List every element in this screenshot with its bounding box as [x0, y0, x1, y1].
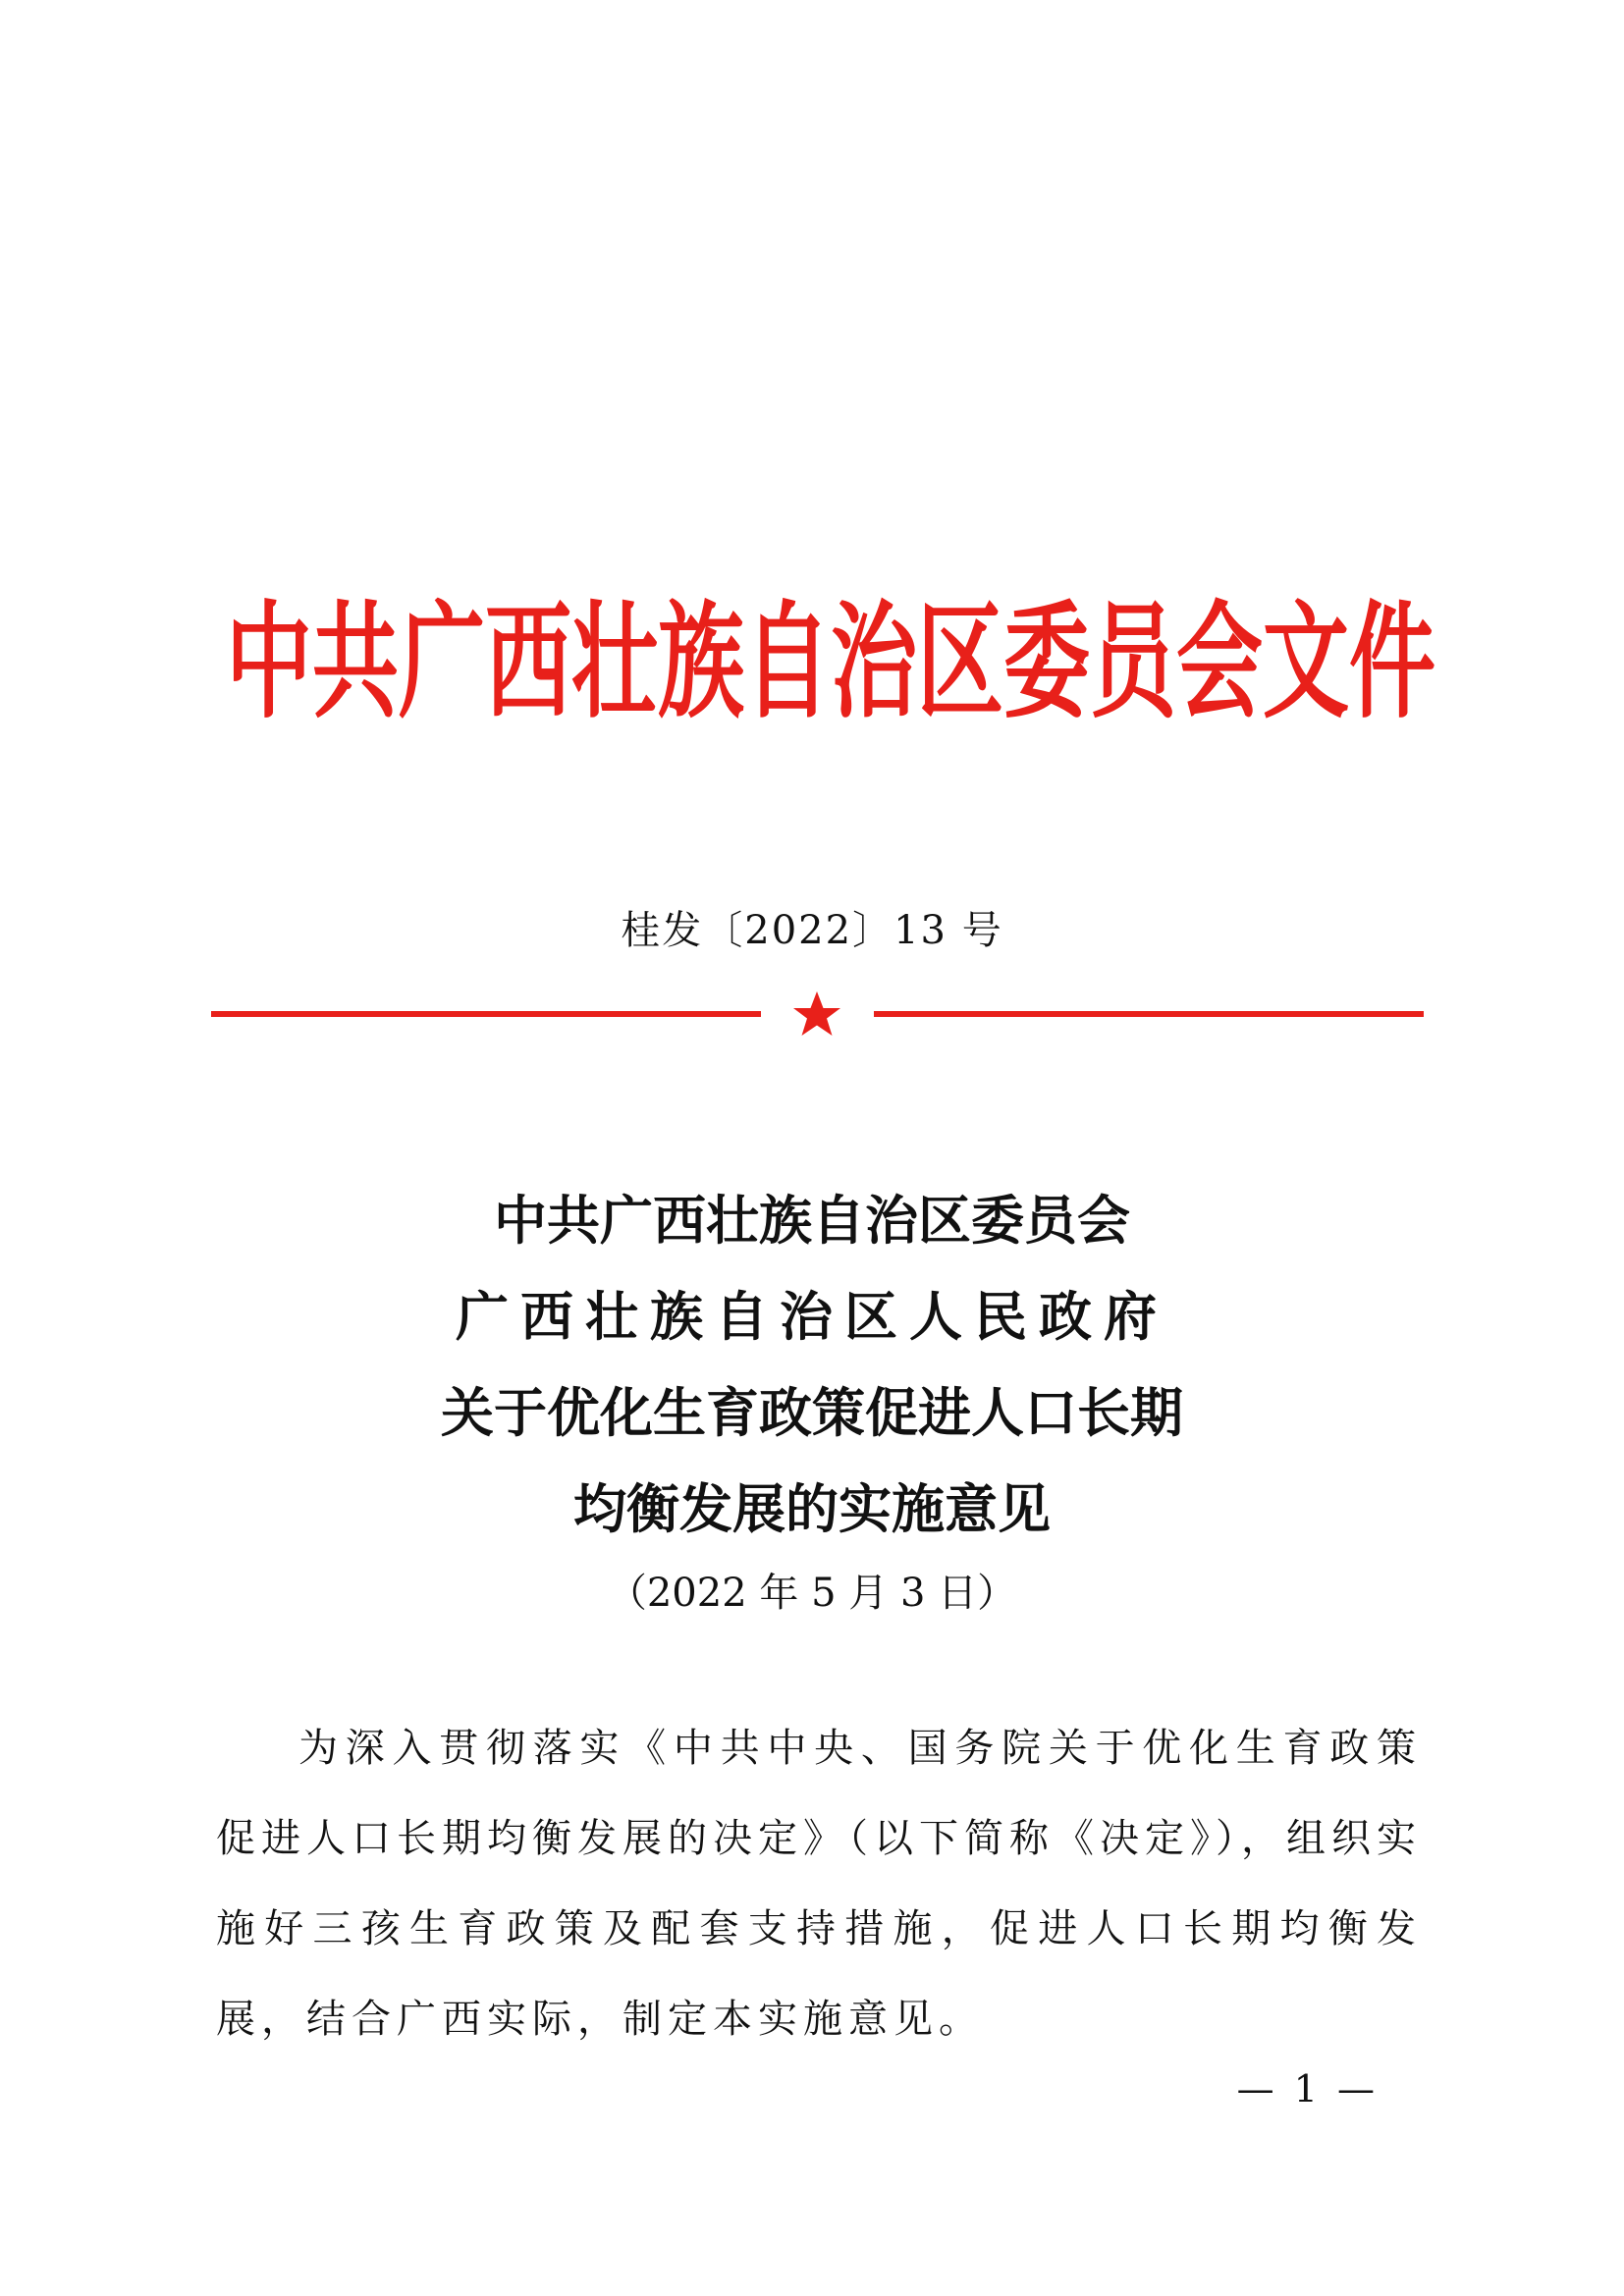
- divider-rule-left: [211, 1011, 761, 1017]
- title-line-2: 广西壮族自治区人民政府: [456, 1286, 1168, 1348]
- title-line-1: 中共广西壮族自治区委员会: [494, 1190, 1130, 1252]
- masthead-title: 中共广西壮族自治区委员会文件: [226, 588, 1436, 735]
- document-title: [0, 1173, 1624, 1558]
- page-number: — 1 —: [1236, 2067, 1379, 2110]
- red-divider: [211, 989, 1424, 1039]
- document-number: 桂发〔2022〕13 号: [621, 908, 1003, 953]
- issue-date: （2022 年 5 月 3 日）: [607, 1571, 1017, 1616]
- star-icon: [787, 989, 846, 1039]
- body-paragraph: 为深入贯彻落实《中共中央、国务院关于优化生育政策促进人口长期均衡发展的决定》（以下简称《决定》），组织实施好三孩生育政策及配套支持措施，促进人口长期均衡发展，结合广西实际，制定本实施意见。: [216, 1726, 1422, 2042]
- title-line-4: 均衡发展的实施意见: [573, 1478, 1051, 1540]
- title-line-3: 关于优化生育政策促进人口长期: [441, 1382, 1183, 1444]
- divider-rule-right: [874, 1011, 1424, 1017]
